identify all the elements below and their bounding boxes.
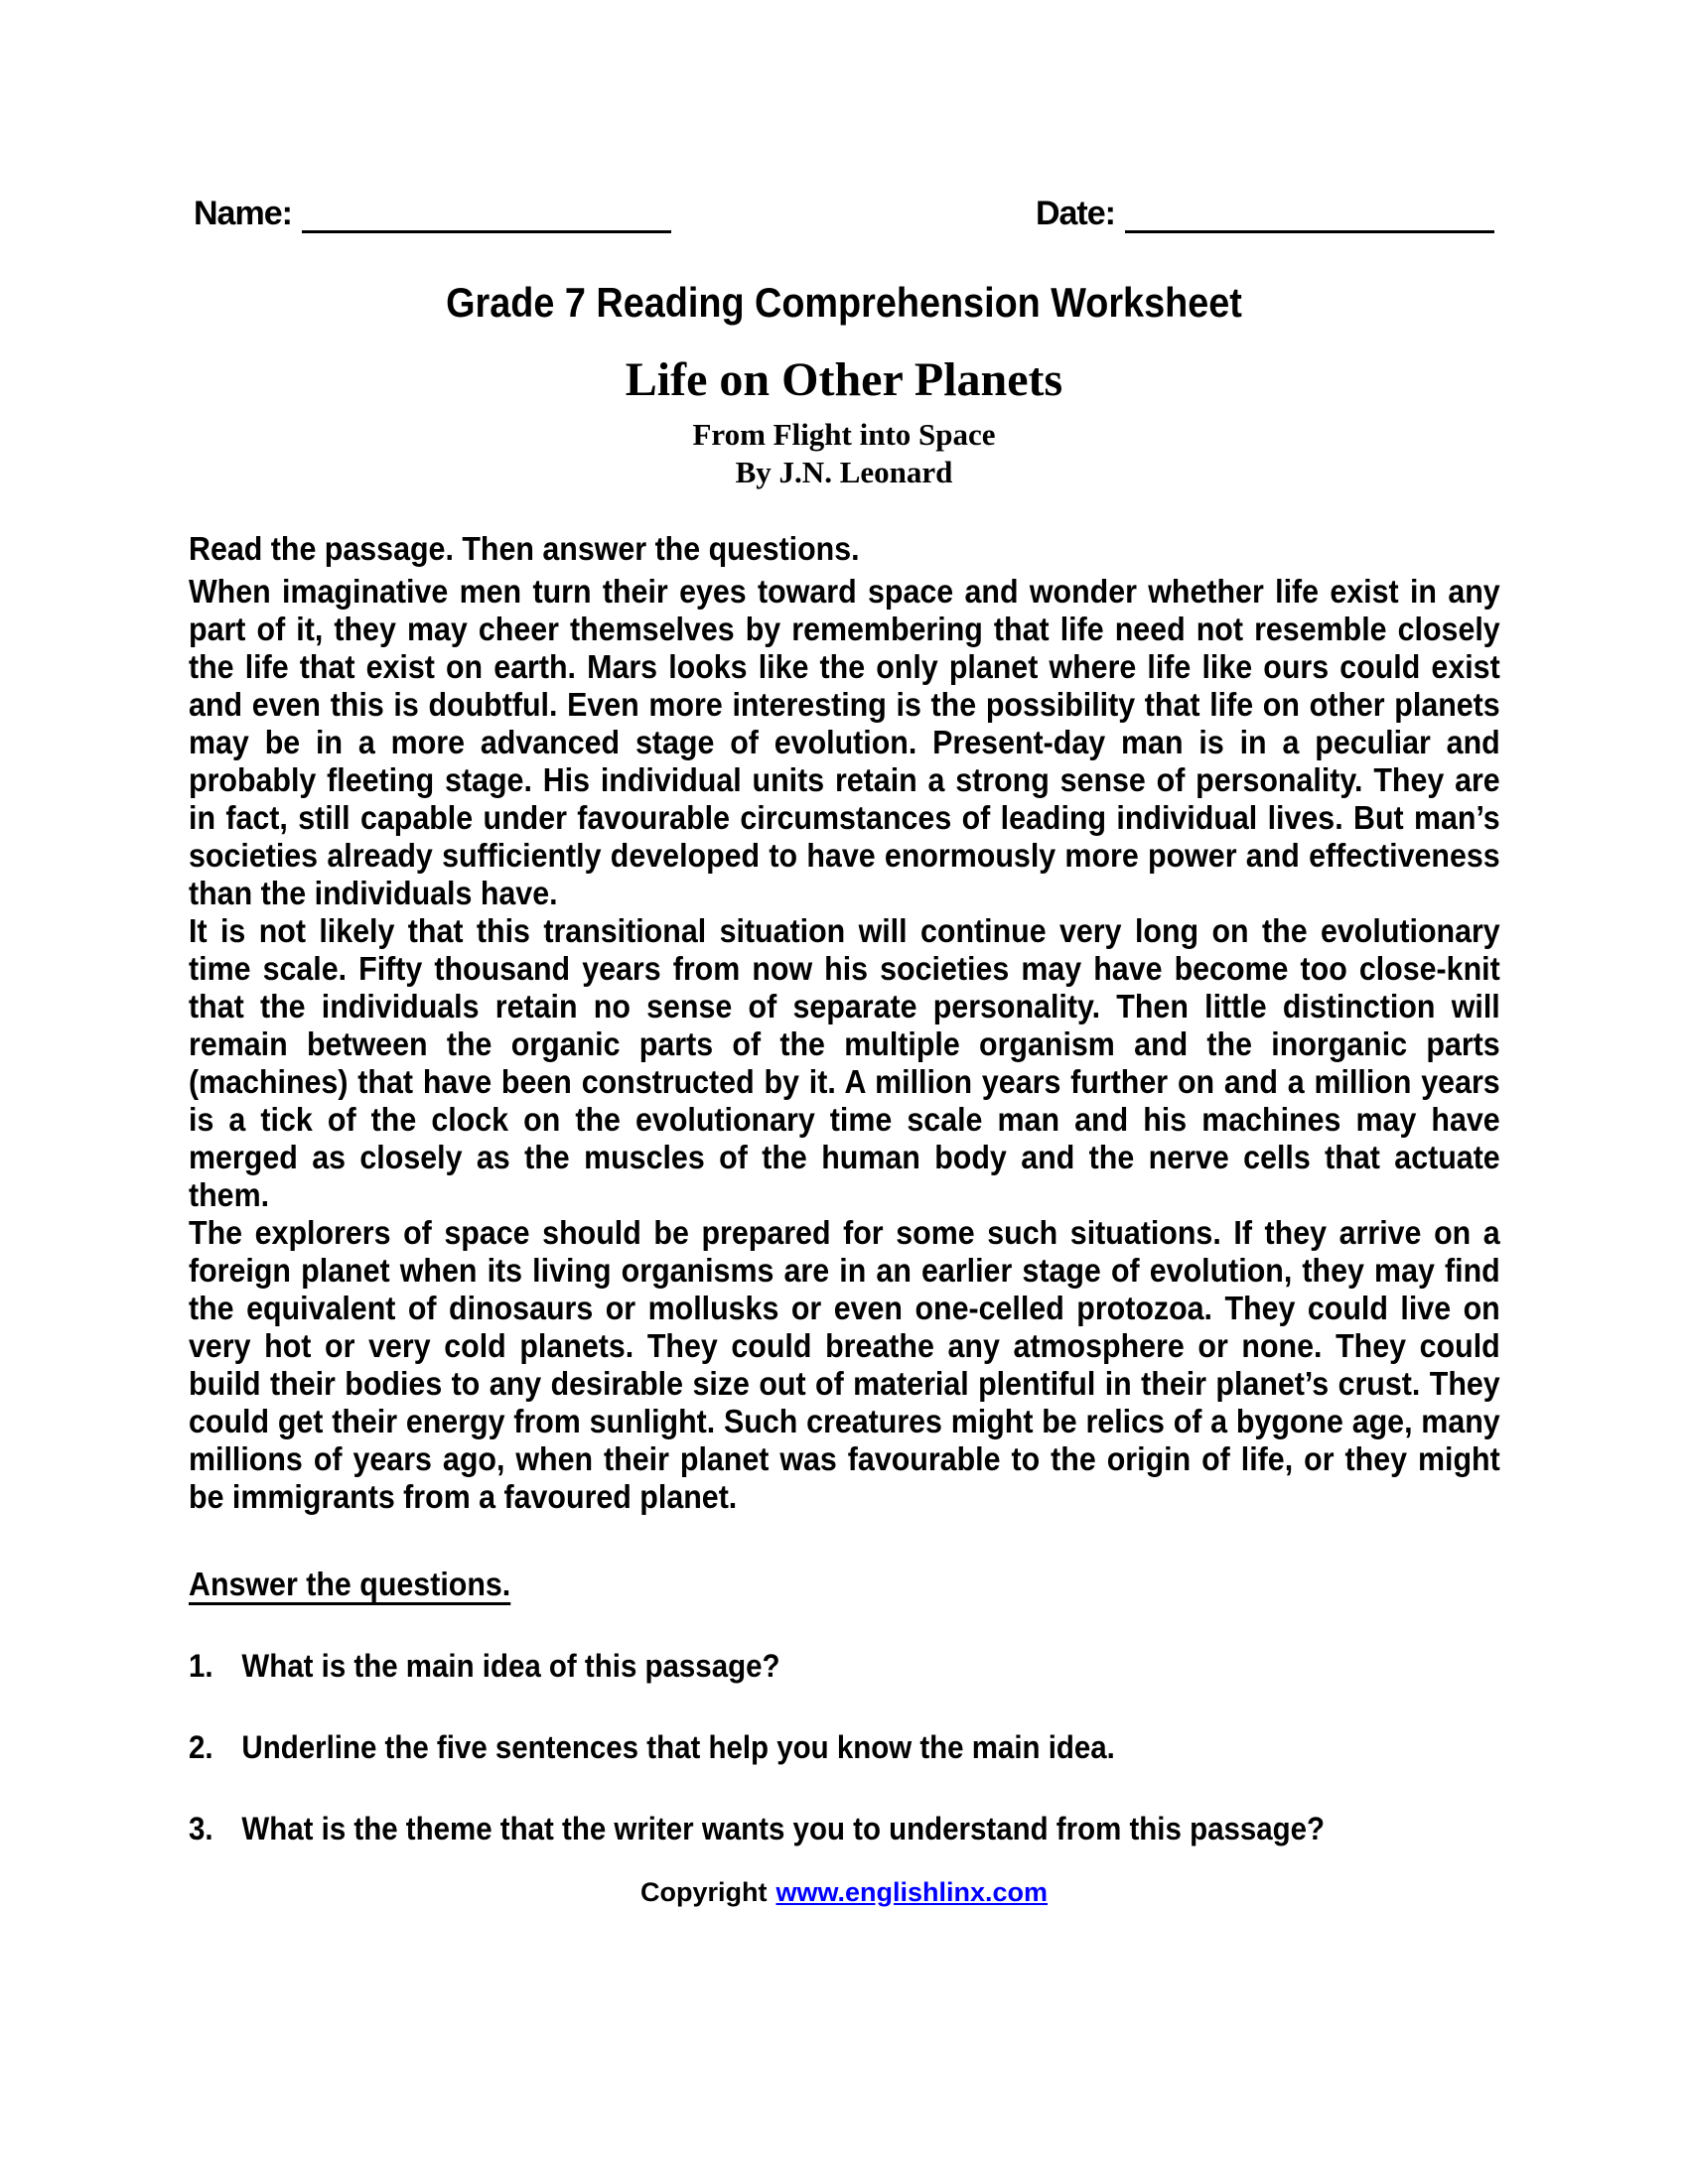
passage-paragraph: The explorers of space should be prepared for some such situations. If they arrive on a foreign planet when its living organisms are in an earlier stage of evolution, they may find the equivalent of dinosaurs or mollusks or even one-celled protozoa. They could live on very hot or very cold planets. They could breathe any atmosphere or none. They could build their bodies to any desirable size out of material plentiful in their planet’s crust. They could get their energy from sunlight. Such creatures might be relics of a bygone age, many millions of years ago, when their planet was favourable to the origin of life, or they might be immigrants from a favoured planet. bbox=[189, 1214, 1500, 1515]
date-blank-line[interactable] bbox=[1125, 201, 1494, 233]
passage-paragraph: When imaginative men turn their eyes toward space and wonder whether life exist in any part of it, they may cheer themselves by remembering that life need not resemble closely the life that exist on earth. Mars looks like the only planet where life like ours could exist and even this is doubtful. Even more interesting is the possibility that life on other planets may be in a more advanced stage of evolution. Present-day man is in a peculiar and probably fleeting stage. His individual units retain a strong sense of personality. They are in fact, still capable under favourable circumstances of leading individual lives. But man’s societies already sufficiently developed to have enormously more power and effectiveness than the individuals have. bbox=[189, 573, 1500, 911]
reading-passage bbox=[189, 573, 1500, 1516]
name-field bbox=[194, 195, 671, 233]
question-text: What is the theme that the writer wants you to understand from this passage? bbox=[241, 1811, 1326, 1846]
passage-source: From Flight into Space bbox=[692, 417, 996, 452]
answer-heading: Answer the questions. bbox=[189, 1566, 511, 1602]
question-text: What is the main idea of this passage? bbox=[241, 1648, 780, 1684]
copyright-text: Copyright bbox=[639, 1877, 768, 1907]
question-item bbox=[189, 1647, 1500, 1685]
passage-paragraph: It is not likely that this transitional situation will continue very long on the evolutionary time scale. Fifty thousand years from now his societies may have become too close-knit that the individuals retain no sense of separate personality. Then little distinction will remain between the organic parts of the multiple organism and the inorganic parts (machines) that have been constructed by it. A million years further on and a million years is a tick of the clock on the evolutionary time scale man and his machines may have merged as closely as the muscles of the human body and the nerve cells that actuate them. bbox=[189, 912, 1500, 1213]
question-item bbox=[189, 1810, 1500, 1847]
answer-heading-row bbox=[189, 1566, 1500, 1603]
name-date-row bbox=[0, 0, 1688, 233]
passage-title: Life on Other Planets bbox=[625, 353, 1063, 406]
passage-byline: By J.N. Leonard bbox=[735, 455, 953, 489]
question-number: 1. bbox=[189, 1648, 213, 1684]
worksheet-body bbox=[189, 530, 1500, 1847]
footer bbox=[0, 1877, 1688, 1908]
question-number: 2. bbox=[189, 1729, 213, 1765]
worksheet-heading: Grade 7 Reading Comprehension Worksheet bbox=[446, 279, 1242, 326]
instructions-text: Read the passage. Then answer the questions. bbox=[189, 530, 860, 567]
name-label: Name: bbox=[194, 195, 292, 232]
date-label: Date: bbox=[1035, 195, 1115, 232]
date-field bbox=[1036, 195, 1494, 233]
question-text: Underline the five sentences that help you know the main idea. bbox=[241, 1729, 1115, 1765]
question-number: 3. bbox=[189, 1811, 213, 1846]
name-blank-line[interactable] bbox=[302, 201, 671, 233]
question-item bbox=[189, 1728, 1500, 1766]
questions-list bbox=[189, 1647, 1500, 1847]
copyright-link[interactable]: www.englishlinx.com bbox=[775, 1877, 1049, 1907]
